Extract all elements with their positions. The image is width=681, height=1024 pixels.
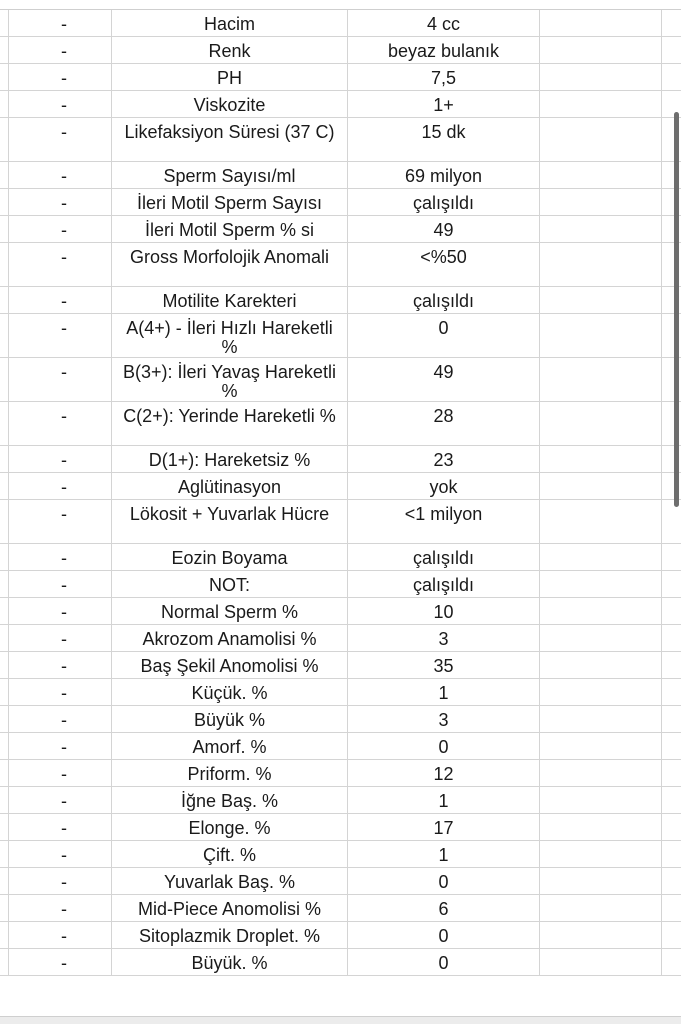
- table-row: [0, 814, 681, 841]
- test-name-cell[interactable]: PH: [112, 64, 348, 90]
- table-row: [0, 949, 681, 976]
- result-value-cell[interactable]: 0: [348, 733, 540, 759]
- result-value-cell[interactable]: çalışıldı: [348, 544, 540, 570]
- result-value-cell[interactable]: 3: [348, 706, 540, 732]
- dash-cell[interactable]: -: [8, 287, 112, 313]
- test-name-cell[interactable]: İleri Motil Sperm % si: [112, 216, 348, 242]
- result-value-cell[interactable]: beyaz bulanık: [348, 37, 540, 63]
- test-name-cell[interactable]: Hacim: [112, 10, 348, 36]
- empty-cell[interactable]: [662, 500, 681, 543]
- test-name-cell[interactable]: Büyük. %: [112, 949, 348, 975]
- test-name-cell[interactable]: B(3+): İleri Yavaş Hareketli %: [112, 358, 348, 401]
- result-value-cell[interactable]: 1: [348, 787, 540, 813]
- test-name-cell[interactable]: C(2+): Yerinde Hareketli %: [112, 402, 348, 445]
- dash-cell[interactable]: -: [8, 10, 112, 36]
- test-name-cell[interactable]: Baş Şekil Anomolisi %: [112, 652, 348, 678]
- table-row: [0, 625, 681, 652]
- empty-cell[interactable]: [540, 895, 662, 921]
- empty-cell[interactable]: [662, 64, 681, 90]
- dash-cell[interactable]: -: [8, 868, 112, 894]
- dash-cell[interactable]: -: [8, 733, 112, 759]
- empty-cell[interactable]: [662, 571, 681, 597]
- result-value-cell[interactable]: <%50: [348, 243, 540, 286]
- empty-cell[interactable]: [662, 37, 681, 63]
- empty-cell[interactable]: [662, 733, 681, 759]
- result-value-cell[interactable]: 69 milyon: [348, 162, 540, 188]
- result-value-cell[interactable]: 12: [348, 760, 540, 786]
- test-name-cell[interactable]: Normal Sperm %: [112, 598, 348, 624]
- empty-cell[interactable]: [540, 118, 662, 161]
- empty-cell[interactable]: [540, 814, 662, 840]
- empty-cell[interactable]: [540, 598, 662, 624]
- empty-cell[interactable]: [540, 314, 662, 357]
- empty-cell[interactable]: [540, 473, 662, 499]
- result-value-cell[interactable]: 7,5: [348, 64, 540, 90]
- empty-cell[interactable]: [540, 91, 662, 117]
- empty-cell[interactable]: [662, 841, 681, 867]
- empty-cell[interactable]: [540, 10, 662, 36]
- test-name-cell[interactable]: Mid-Piece Anomolisi %: [112, 895, 348, 921]
- empty-cell[interactable]: [540, 679, 662, 705]
- result-value-cell[interactable]: 0: [348, 922, 540, 948]
- table-row: [0, 189, 681, 216]
- dash-cell[interactable]: -: [8, 243, 112, 286]
- result-value-cell[interactable]: 28: [348, 402, 540, 445]
- result-value-cell[interactable]: 0: [348, 314, 540, 357]
- empty-cell[interactable]: [540, 571, 662, 597]
- empty-cell[interactable]: [540, 787, 662, 813]
- empty-cell[interactable]: [540, 949, 662, 975]
- empty-cell[interactable]: [662, 814, 681, 840]
- table-row: [0, 37, 681, 64]
- table-row: [0, 733, 681, 760]
- test-name-cell[interactable]: Viskozite: [112, 91, 348, 117]
- dash-cell[interactable]: -: [8, 544, 112, 570]
- test-name-cell[interactable]: Çift. %: [112, 841, 348, 867]
- dash-cell[interactable]: -: [8, 841, 112, 867]
- dash-cell[interactable]: -: [8, 679, 112, 705]
- table-row: [0, 760, 681, 787]
- test-name-cell[interactable]: Sitoplazmik Droplet. %: [112, 922, 348, 948]
- empty-cell[interactable]: [540, 868, 662, 894]
- table-row: [0, 598, 681, 625]
- empty-cell[interactable]: [540, 706, 662, 732]
- table-row: [0, 91, 681, 118]
- table-row: [0, 446, 681, 473]
- test-name-cell[interactable]: Renk: [112, 37, 348, 63]
- dash-cell[interactable]: -: [8, 760, 112, 786]
- empty-cell[interactable]: [540, 760, 662, 786]
- empty-cell[interactable]: [662, 787, 681, 813]
- table-row: [0, 402, 681, 446]
- result-value-cell[interactable]: 6: [348, 895, 540, 921]
- test-name-cell[interactable]: Aglütinasyon: [112, 473, 348, 499]
- empty-cell[interactable]: [662, 922, 681, 948]
- result-value-cell[interactable]: 17: [348, 814, 540, 840]
- empty-cell[interactable]: [662, 949, 681, 975]
- empty-cell[interactable]: [662, 760, 681, 786]
- result-value-cell[interactable]: 0: [348, 868, 540, 894]
- dash-cell[interactable]: -: [8, 314, 112, 357]
- empty-cell[interactable]: [662, 625, 681, 651]
- dash-cell[interactable]: -: [8, 64, 112, 90]
- result-value-cell[interactable]: 10: [348, 598, 540, 624]
- result-value-cell[interactable]: 23: [348, 446, 540, 472]
- table-row: [0, 841, 681, 868]
- empty-cell[interactable]: [540, 841, 662, 867]
- empty-cell[interactable]: [540, 216, 662, 242]
- test-name-cell[interactable]: Eozin Boyama: [112, 544, 348, 570]
- test-name-cell[interactable]: Yuvarlak Baş. %: [112, 868, 348, 894]
- dash-cell[interactable]: -: [8, 625, 112, 651]
- test-name-cell[interactable]: A(4+) - İleri Hızlı Hareketli %: [112, 314, 348, 357]
- result-value-cell[interactable]: çalışıldı: [348, 189, 540, 215]
- table-row: [0, 544, 681, 571]
- table-row: [0, 787, 681, 814]
- empty-cell[interactable]: [540, 189, 662, 215]
- table-row: [0, 287, 681, 314]
- table-row: [0, 571, 681, 598]
- empty-cell[interactable]: [662, 895, 681, 921]
- empty-cell[interactable]: [540, 446, 662, 472]
- result-value-cell[interactable]: 3: [348, 625, 540, 651]
- empty-cell[interactable]: [540, 37, 662, 63]
- dash-cell[interactable]: -: [8, 402, 112, 445]
- dash-cell[interactable]: -: [8, 91, 112, 117]
- result-value-cell[interactable]: 0: [348, 949, 540, 975]
- dash-cell[interactable]: -: [8, 446, 112, 472]
- empty-cell[interactable]: [540, 544, 662, 570]
- dash-cell[interactable]: -: [8, 598, 112, 624]
- table-row: [0, 243, 681, 287]
- table-row: [0, 162, 681, 189]
- test-name-cell[interactable]: Büyük %: [112, 706, 348, 732]
- empty-cell[interactable]: [662, 544, 681, 570]
- empty-cell[interactable]: [662, 598, 681, 624]
- empty-cell[interactable]: [540, 243, 662, 286]
- test-name-cell[interactable]: İğne Baş. %: [112, 787, 348, 813]
- dash-cell[interactable]: -: [8, 706, 112, 732]
- result-value-cell[interactable]: 1: [348, 841, 540, 867]
- result-value-cell[interactable]: 15 dk: [348, 118, 540, 161]
- result-value-cell[interactable]: 49: [348, 216, 540, 242]
- empty-cell[interactable]: [662, 706, 681, 732]
- dash-cell[interactable]: -: [8, 500, 112, 543]
- empty-cell[interactable]: [540, 358, 662, 401]
- empty-cell[interactable]: [540, 625, 662, 651]
- dash-cell[interactable]: -: [8, 814, 112, 840]
- empty-cell[interactable]: [662, 652, 681, 678]
- test-name-cell[interactable]: Motilite Karekteri: [112, 287, 348, 313]
- table-row: [0, 118, 681, 162]
- test-name-cell[interactable]: Akrozom Anamolisi %: [112, 625, 348, 651]
- table-row: [0, 500, 681, 544]
- table-row: [0, 358, 681, 402]
- table-row: [0, 10, 681, 37]
- test-name-cell[interactable]: İleri Motil Sperm Sayısı: [112, 189, 348, 215]
- dash-cell[interactable]: -: [8, 922, 112, 948]
- table-row: [0, 314, 681, 358]
- test-name-cell[interactable]: Elonge. %: [112, 814, 348, 840]
- result-value-cell[interactable]: çalışıldı: [348, 287, 540, 313]
- test-name-cell[interactable]: Likefaksiyon Süresi (37 C): [112, 118, 348, 161]
- dash-cell[interactable]: -: [8, 358, 112, 401]
- empty-cell[interactable]: [540, 287, 662, 313]
- test-name-cell[interactable]: Lökosit + Yuvarlak Hücre: [112, 500, 348, 543]
- table-row: [0, 922, 681, 949]
- empty-cell[interactable]: [540, 652, 662, 678]
- result-value-cell[interactable]: 1: [348, 679, 540, 705]
- result-value-cell[interactable]: <1 milyon: [348, 500, 540, 543]
- result-value-cell[interactable]: yok: [348, 473, 540, 499]
- table-row: [0, 216, 681, 243]
- empty-cell[interactable]: [540, 922, 662, 948]
- empty-cell[interactable]: [662, 10, 681, 36]
- result-value-cell[interactable]: 4 cc: [348, 10, 540, 36]
- bottom-edge: [0, 1016, 681, 1024]
- table-row: [0, 679, 681, 706]
- table-row: [0, 868, 681, 895]
- vertical-scrollbar[interactable]: [674, 112, 679, 507]
- test-name-cell[interactable]: D(1+): Hareketsiz %: [112, 446, 348, 472]
- result-value-cell[interactable]: 1+: [348, 91, 540, 117]
- dash-cell[interactable]: -: [8, 787, 112, 813]
- test-name-cell[interactable]: Priform. %: [112, 760, 348, 786]
- test-name-cell[interactable]: Sperm Sayısı/ml: [112, 162, 348, 188]
- table-row: [0, 706, 681, 733]
- dash-cell[interactable]: -: [8, 37, 112, 63]
- empty-cell[interactable]: [540, 402, 662, 445]
- table-row: [0, 64, 681, 91]
- dash-cell[interactable]: -: [8, 949, 112, 975]
- result-value-cell[interactable]: 49: [348, 358, 540, 401]
- dash-cell[interactable]: -: [8, 216, 112, 242]
- test-name-cell[interactable]: Küçük. %: [112, 679, 348, 705]
- empty-cell[interactable]: [540, 500, 662, 543]
- empty-cell[interactable]: [540, 64, 662, 90]
- empty-cell[interactable]: [662, 679, 681, 705]
- results-table: [0, 10, 681, 976]
- empty-cell[interactable]: [540, 733, 662, 759]
- test-name-cell[interactable]: NOT:: [112, 571, 348, 597]
- table-row: [0, 895, 681, 922]
- empty-cell[interactable]: [540, 162, 662, 188]
- dash-cell[interactable]: -: [8, 118, 112, 161]
- dash-cell[interactable]: -: [8, 162, 112, 188]
- result-value-cell[interactable]: 35: [348, 652, 540, 678]
- dash-cell[interactable]: -: [8, 652, 112, 678]
- dash-cell[interactable]: -: [8, 189, 112, 215]
- dash-cell[interactable]: -: [8, 571, 112, 597]
- test-name-cell[interactable]: Gross Morfolojik Anomali: [112, 243, 348, 286]
- top-cut-row: [0, 0, 681, 10]
- dash-cell[interactable]: -: [8, 895, 112, 921]
- table-row: [0, 473, 681, 500]
- test-name-cell[interactable]: Amorf. %: [112, 733, 348, 759]
- dash-cell[interactable]: -: [8, 473, 112, 499]
- empty-cell[interactable]: [662, 868, 681, 894]
- table-row: [0, 652, 681, 679]
- result-value-cell[interactable]: çalışıldı: [348, 571, 540, 597]
